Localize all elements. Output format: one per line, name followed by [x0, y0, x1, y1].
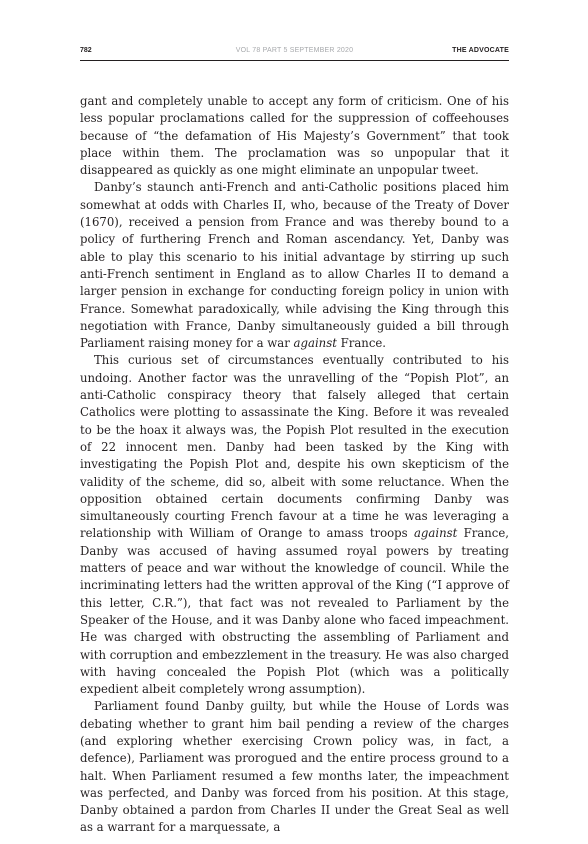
running-header	[80, 44, 509, 61]
text-run: Danby’s staunch anti-French and anti-Catholic positions placed him somewhat at odds with Charles II, who, because of the Treaty of Dover (1670), received a pension from France and was thereby bound to a policy of furthering French and Roman ascendancy. Yet, Danby was able to play this scenario to his initial advantage by stirring up such anti-French sentiment in England as to allow Charles II to demand a larger pension in exchange for conducting foreign policy in union with France. Somewhat paradoxically, while advising the King through this negotiation with France, Danby simultaneously guided a bill through Parliament raising money for a war	[80, 180, 509, 351]
page-number: 782	[80, 47, 92, 54]
italic-emphasis: against	[293, 336, 337, 351]
text-run: Parliament found Danby guilty, but while the House of Lords was debating whether to grant him bail pending a review of the charges (and exploring whether exercising Crown policy was, in fact, a defence), Parliament was prorogued and the entire process ground to a halt. When Parliament resumed a few months later, the impeachment was perfected, and Danby was forced from his position. At this stage, Danby obtained a pardon from Charles II under the Great Seal as well as a warrant for a marquessate, a	[80, 699, 509, 835]
text-run: gant and completely unable to accept any form of criticism. One of his less popular proclamations called for the suppression of coffeehouses because of “the defamation of His Majesty’s Government” that took place within them. The proclamation was so unpopular that it disappeared as quickly as one might eliminate an unpopular tweet.	[80, 94, 509, 178]
volume-info: VOL 78 PART 5 SEPTEMBER 2020	[235, 47, 354, 54]
text-run: France, Danby was accused of having assumed royal powers by treating matters of peace and war without the knowledge of council. While the incriminating letters had the written approval of the King (“I approve of this letter, C.R.”), that fact was not revealed to Parliament by the Speaker of the House, and it was Danby alone who faced impeachment. He was charged with obstructing the assembling of Parliament and with corruption and embezzlement in the treasury. He was also charged with having concealed the Popish Plot (which was a politically expedient albeit completely wrong assumption).	[80, 526, 509, 697]
text-run: France.	[336, 336, 387, 351]
text-run: This curious set of circumstances eventually contributed to his undoing. Another factor was the unravelling of the “Popish Plot”, an anti-Catholic conspiracy theory that falsely alleged that certain Catholics were plotting to assassinate the King. Before it was revealed to be the hoax it always was, the Popish Plot resulted in the execution of 22 innocent men. Danby had been tasked by the King with investigating the Popish Plot and, despite his own skepticism of the validity of the scheme, did so, albeit with some reluctance. When the opposition obtained certain documents confirming Danby was simultaneously courting French favour at a time he was leveraging a relationship with William of Orange to amass troops	[80, 353, 509, 541]
article-body	[80, 93, 509, 837]
journal-title: THE ADVOCATE	[452, 47, 509, 54]
paragraph	[80, 352, 509, 698]
paragraph	[80, 93, 509, 179]
paragraph	[80, 698, 509, 836]
italic-emphasis: against	[413, 526, 458, 541]
paragraph	[80, 179, 509, 352]
